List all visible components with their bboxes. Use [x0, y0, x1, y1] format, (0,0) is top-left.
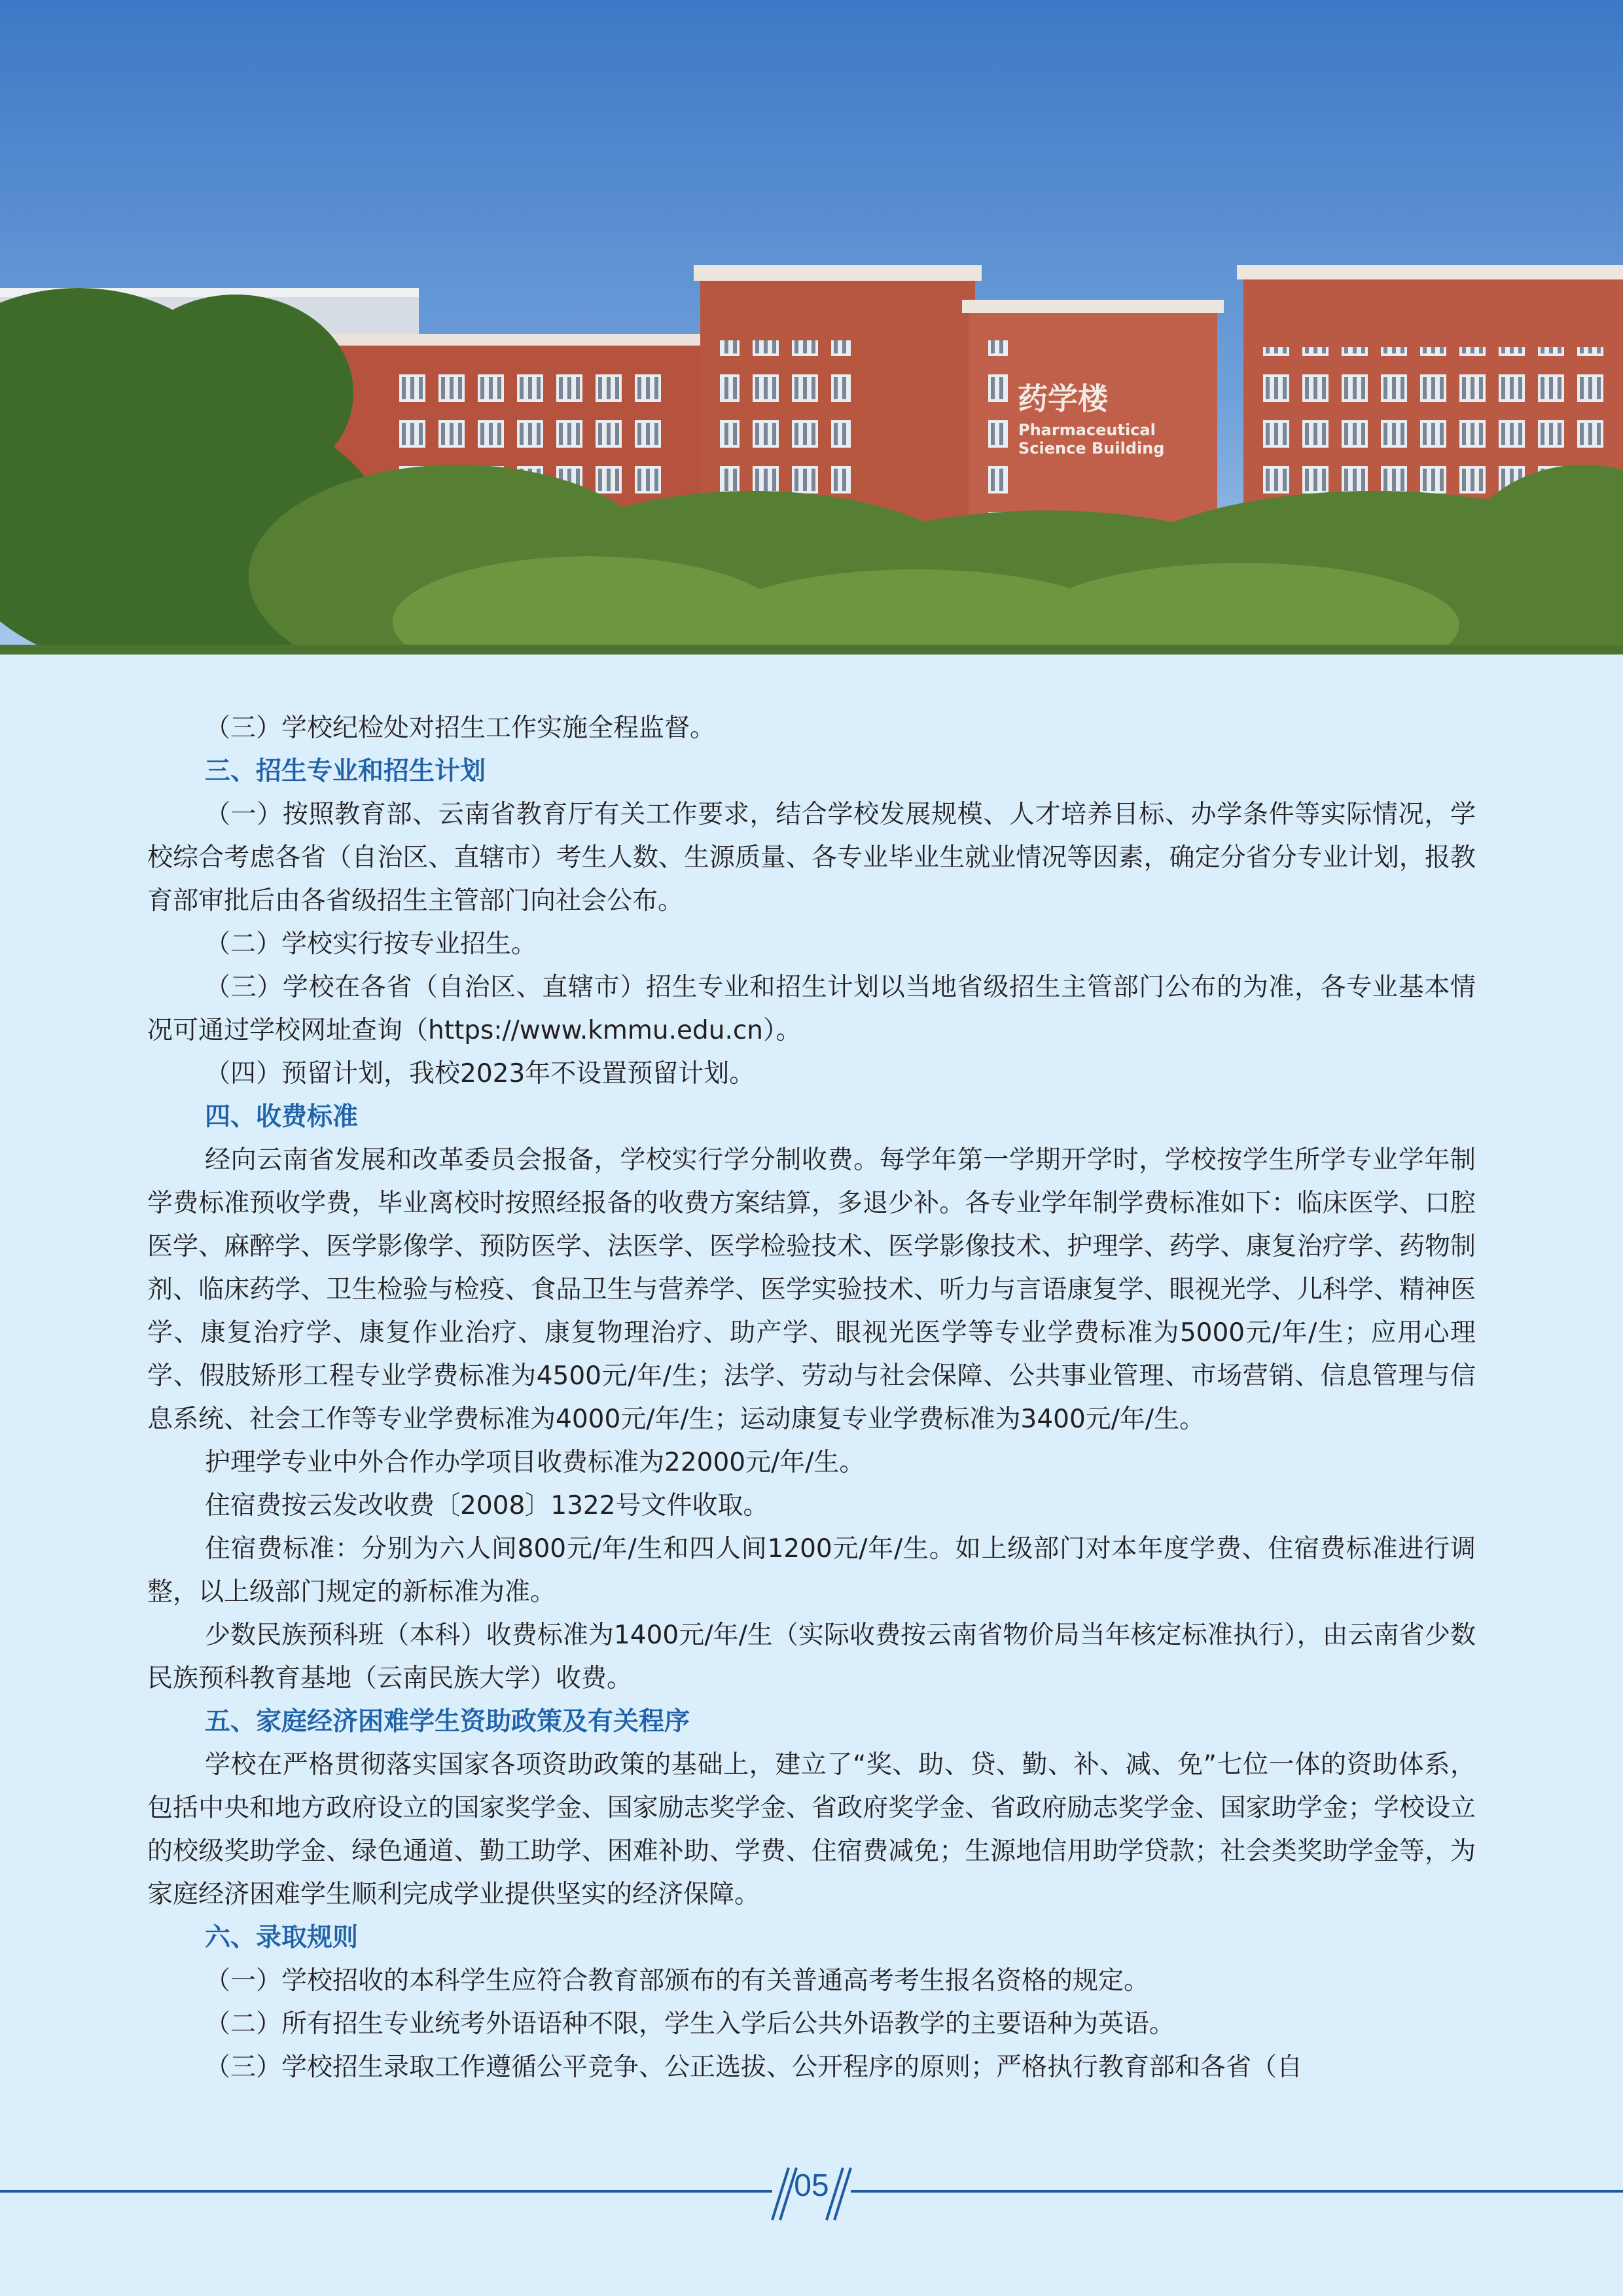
paragraph: 住宿费标准：分别为六人间800元/年/生和四人间1200元/年/生。如上级部门对本年度学费、住宿费标准进行调整，以上级部门规定的新标准为准。 [147, 1534, 1476, 1607]
section-heading: 五、家庭经济困难学生资助政策及有关程序 [205, 1707, 690, 1736]
building-sign-cn: 药学楼 [1018, 381, 1108, 416]
page-number: 05 [794, 2168, 829, 2203]
paragraph: （四）预留计划，我校2023年不设置预留计划。 [205, 1059, 755, 1088]
paragraph: 护理学专业中外合作办学项目收费标准为22000元/年/生。 [205, 1448, 865, 1477]
paragraph: （三）学校纪检处对招生工作实施全程监督。 [205, 713, 716, 743]
section-heading: 三、招生专业和招生计划 [205, 757, 486, 786]
building-sign-en-1: Pharmaceutical [1018, 421, 1156, 439]
paragraph: （二）所有招生专业统考外语语种不限，学生入学后公共外语教学的主要语种为英语。 [205, 2009, 1175, 2039]
campus-photo [0, 0, 1623, 655]
campus-illustration [0, 0, 1623, 655]
paragraph: 经向云南省发展和改革委员会报备，学校实行学分制收费。每学年第一学期开学时，学校按学生所学专业学年制学费标准预收学费，毕业离校时按照经报备的收费方案结算，多退少补。各专业学年制学费标准如下：临床医学、口腔医学、麻醉学、医学影像学、预防医学、法医学、医学检验技术、医学影像技术、护理学、药学、康复治疗学、药物制剂、临床药学、卫生检验与检疫、食品卫生与营养学、医学实验技术、听力与言语康复学、眼视光学、儿科学、精神医学、康复治疗学、康复作业治疗、康复物理治疗、助产学、眼视光医学等专业学费标准为5000元/年/生；应用心理学、假肢矫形工程专业学费标准为4500元/年/生；法学、劳动与社会保障、公共事业管理、市场营销、信息管理与信息系统、社会工作等专业学费标准为4000元/年/生；运动康复专业学费标准为3400元/年/生。 [147, 1145, 1476, 1434]
paragraph: 少数民族预科班（本科）收费标准为1400元/年/生（实际收费按云南省物价局当年核定标准执行），由云南省少数民族预科教育基地（云南民族大学）收费。 [147, 1621, 1476, 1693]
section-heading: 四、收费标准 [205, 1102, 359, 1132]
paragraph: 学校在严格贯彻落实国家各项资助政策的基础上，建立了“奖、助、贷、勤、补、减、免”七位一体的资助体系，包括中央和地方政府设立的国家奖学金、国家励志奖学金、省政府奖学金、省政府励志奖学金、国家助学金；学校设立的校级奖助学金、绿色通道、勤工助学、困难补助、学费、住宿费减免；生源地信用助学贷款；社会类奖助学金等，为家庭经济困难学生顺利完成学业提供坚实的经济保障。 [147, 1750, 1476, 1909]
footer-rule-left [0, 2190, 772, 2193]
paragraph: （二）学校实行按专业招生。 [205, 929, 537, 959]
paragraph: （一）学校招收的本科学生应符合教育部颁布的有关普通高考考生报名资格的规定。 [205, 1966, 1150, 1996]
paragraph: （三）学校在各省（自治区、直辖市）招生专业和招生计划以当地省级招生主管部门公布的为准，各专业基本情况可通过学校网址查询（https://www.kmmu.edu.cn）。 [147, 973, 1476, 1045]
paragraph: （一）按照教育部、云南省教育厅有关工作要求，结合学校发展规模、人才培养目标、办学条件等实际情况，学校综合考虑各省（自治区、直辖市）考生人数、生源质量、各专业毕业生就业情况等因素，确定分省分专业计划，报教育部审批后由各省级招生主管部门向社会公布。 [147, 800, 1476, 916]
article-body [147, 707, 1476, 2089]
footer-rule-right [851, 2190, 1623, 2193]
building-sign-en-2: Science Building [1018, 439, 1165, 457]
paragraph: 住宿费按云发改收费〔2008〕1322号文件收取。 [205, 1491, 769, 1520]
page-footer [0, 2161, 1623, 2227]
paragraph: （三）学校招生录取工作遵循公平竞争、公正选拔、公开程序的原则；严格执行教育部和各省（自 [205, 2053, 1303, 2082]
section-heading: 六、录取规则 [205, 1923, 359, 1952]
